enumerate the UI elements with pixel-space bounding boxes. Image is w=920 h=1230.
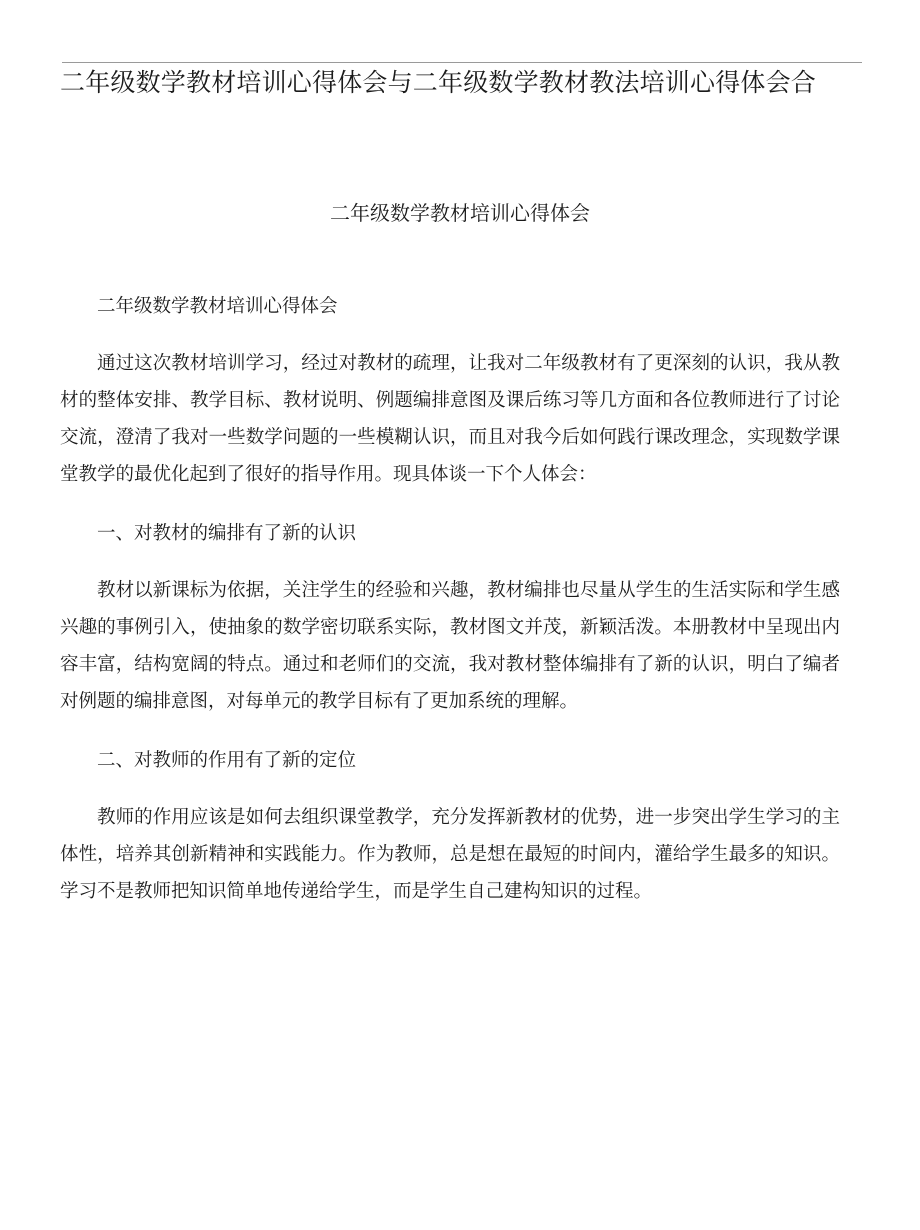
document-title: 二年级数学教材培训心得体会与二年级数学教材教法培训心得体会合 — [60, 68, 817, 97]
paragraph: 通过这次教材培训学习，经过对教材的疏理，让我对二年级教材有了更深刻的认识，我从教材的整体安排、教学目标、教材说明、例题编排意图及课后练习等几方面和各位教师进行了讨论交流，澄清了我对一些数学问题的一些模糊认识，而且对我今后如何践行课改理念，实现数学课堂教学的最优化起到了很好的指导作用。现具体谈一下个人体会： — [60, 353, 840, 485]
document-body — [60, 288, 840, 932]
subsection-heading-2: 二、对教师的作用有了新的定位 — [97, 750, 357, 771]
paragraph: 教师的作用应该是如何去组织课堂教学，充分发挥新教材的优势，进一步突出学生学习的主体性，培养其创新精神和实践能力。作为教师，总是想在最短的时间内，灌给学生最多的知识。学习不是教师把知识简单地传递给学生，而是学生自己建构知识的过程。 — [60, 807, 840, 902]
section-title: 二年级数学教材培训心得体会 — [330, 201, 590, 225]
subsection-heading-1: 一、对教材的编排有了新的认识 — [97, 523, 357, 544]
paragraph: 教材以新课标为依据，关注学生的经验和兴趣，教材编排也尽量从学生的生活实际和学生感兴趣的事例引入，使抽象的数学密切联系实际，教材图文并茂，新颖活泼。本册教材中呈现出内容丰富，结构宽阔的特点。通过和老师们的交流，我对教材整体编排有了新的认识，明白了编者对例题的编排意图，对每单元的教学目标有了更加系统的理解。 — [60, 580, 840, 712]
paragraph-heading: 二年级数学教材培训心得体会 — [97, 296, 338, 317]
header-rule — [62, 62, 862, 63]
